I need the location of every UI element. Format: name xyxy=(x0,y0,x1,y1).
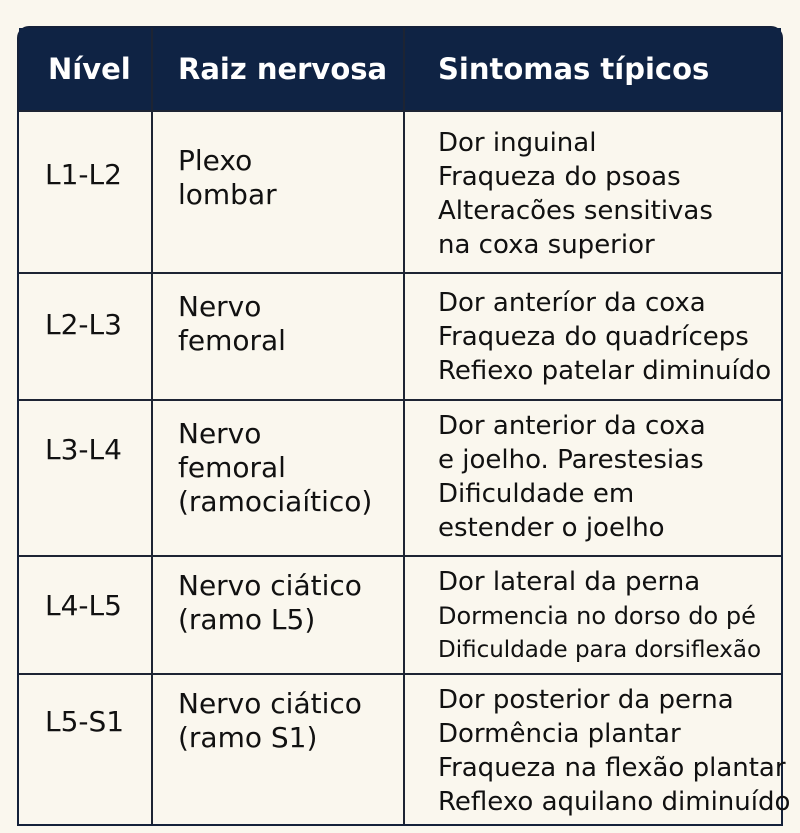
row-root: Nervo femoral xyxy=(178,290,286,357)
table-header xyxy=(19,28,781,110)
row-level: L5-S1 xyxy=(45,705,125,738)
header-root: Raiz nervosa xyxy=(178,52,388,86)
table-row xyxy=(19,110,781,272)
table-row xyxy=(19,272,781,399)
table-row xyxy=(19,673,791,833)
row-level: L3-L4 xyxy=(45,433,122,466)
row-symptoms: Dor anterior da coxa e joelho. Parestesias Dificuldade em estender o joelho xyxy=(438,411,706,543)
table-row xyxy=(19,399,781,555)
symptoms-table xyxy=(17,26,791,826)
row-root: Nervo ciático (ramo L5) xyxy=(178,569,362,636)
row-root: Nervo ciático (ramo S1) xyxy=(178,687,362,754)
row-symptoms: Dor posterior da perna Dormência plantar Fraqueza na flexão plantar Reflexo aquilano diminuído xyxy=(438,685,791,817)
row-symptoms: Dor inguinal Fraqueza do psoas Alteracões sensitivas na coxa superior xyxy=(438,128,713,260)
row-root: Plexo lombar xyxy=(178,144,277,211)
header-level: Nível xyxy=(48,52,131,86)
row-level: L1-L2 xyxy=(45,158,122,191)
row-level: L2-L3 xyxy=(45,308,122,341)
row-symptoms: Dor anteríor da coxa Fraqueza do quadríceps Refiexo patelar diminuído xyxy=(438,288,772,386)
table-row xyxy=(19,555,781,673)
row-root: Nervo femoral (ramociaítico) xyxy=(178,417,373,518)
row-level: L4-L5 xyxy=(45,589,122,622)
row-symptoms: Dor lateral da perna Dormencia no dorso do pé Dificuldade para dorsiflexão xyxy=(438,567,762,663)
header-symptoms: Sintomas típicos xyxy=(438,52,710,86)
